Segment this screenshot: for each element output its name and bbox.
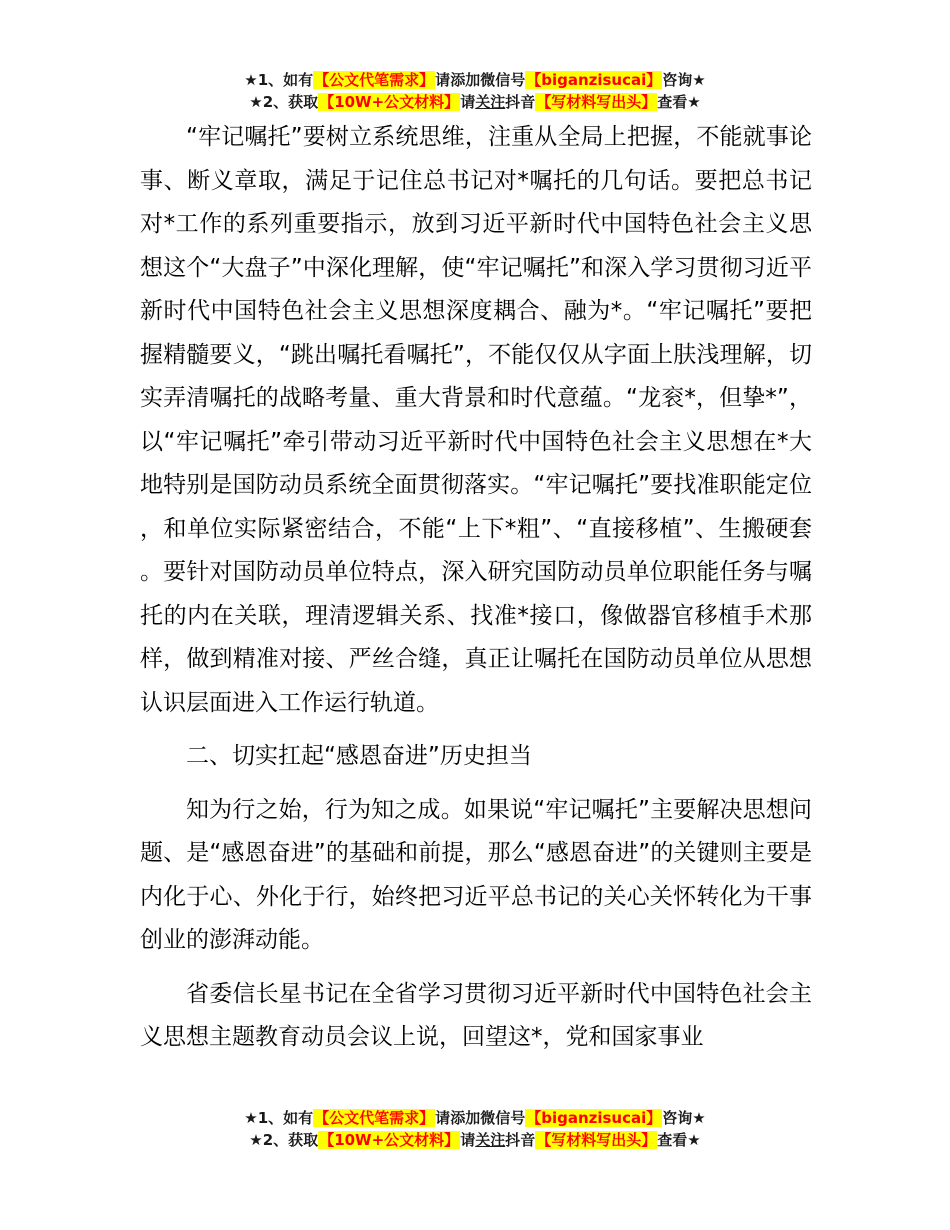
promo-line2-suffix: 查看★	[657, 93, 701, 111]
promo-line1-mid1: 请	[435, 1109, 451, 1127]
promo-line1-mid-bold: 添加	[450, 71, 481, 89]
promo-line1-mid1: 请	[435, 71, 451, 89]
promo-line1-prefix: ★1、如有	[244, 1109, 314, 1127]
promo-line1-suffix: 咨询★	[662, 71, 706, 89]
promo-highlight-ghostwriting: 【公文代笔需求】	[314, 71, 435, 89]
promo-highlight-wechat-id: 【biganzisucai】	[526, 71, 662, 89]
promo-highlight-materials: 【10W+公文材料】	[319, 93, 460, 111]
section-heading-2: 二、切实扛起“感恩奋进”历史担当	[186, 743, 532, 769]
promo-line2-mid2: 抖音	[505, 1131, 536, 1149]
promo-line1-mid-bold: 添加	[450, 1109, 481, 1127]
promo-highlight-douyin: 【写材料写出头】	[536, 1131, 657, 1149]
promo-line2-prefix: ★2、获取	[249, 93, 319, 111]
promo-line2-mid1: 请	[460, 1131, 476, 1149]
document-body	[140, 116, 812, 1060]
body-paragraph-3: 省委信长星书记在全省学习贯彻习近平新时代中国特色社会主义思想主题教育动员会议上说，回望这*，党和国家事业	[140, 980, 812, 1050]
promo-line2-suffix: 查看★	[657, 1131, 701, 1149]
promo-line1-mid2: 微信号	[480, 71, 526, 89]
promo-highlight-wechat-id: 【biganzisucai】	[526, 1109, 662, 1127]
promo-line-1	[0, 1107, 950, 1129]
promo-line1-mid2: 微信号	[480, 1109, 526, 1127]
promo-line1-suffix: 咨询★	[662, 1109, 706, 1127]
promo-line1-prefix: ★1、如有	[244, 71, 314, 89]
promo-line2-mid1: 请	[460, 93, 476, 111]
promo-line-2	[0, 91, 950, 113]
header-promo-banner	[0, 69, 950, 113]
promo-line2-prefix: ★2、获取	[249, 1131, 319, 1149]
body-paragraph-1: “牢记嘱托”要树立系统思维，注重从全局上把握，不能就事论事、断义章取，满足于记住总书记对*嘱托的几句话。要把总书记对*工作的系列重要指示，放到习近平新时代中国特色社会主义思想这个“大盘子”中深化理解，使“牢记嘱托”和深入学习贯彻习近平新时代中国特色社会主义思想深度耦合、融为*。“牢记嘱托”要把握精髓要义，“跳出嘱托看嘱托”，不能仅仅从字面上肤浅理解，切实弄清嘱托的战略考量、重大背景和时代意蕴。“龙衮*，但挚*”，以“牢记嘱托”牵引带动习近平新时代中国特色社会主义思想在*大地特别是国防动员系统全面贯彻落实。“牢记嘱托”要找准职能定位，和单位实际紧密结合，不能“上下*粗”、“直接移植”、生搬硬套。要针对国防动员单位特点，深入研究国防动员单位职能任务与嘱托的内在关联，理清逻辑关系、找准*接口，像做器官移植手术那样，做到精准对接、严丝合缝，真正让嘱托在国防动员单位从思想认识层面进入工作运行轨道。	[140, 124, 812, 716]
body-paragraph-2: 知为行之始，行为知之成。如果说“牢记嘱托”主要解决思想问题、是“感恩奋进”的基础和前提，那么“感恩奋进”的关键则主要是内化于心、外化于行，始终把习近平总书记的关心关怀转化为干事创业的澎湃动能。	[140, 796, 812, 953]
promo-line2-mid-underline: 关注	[475, 93, 506, 111]
footer-promo-banner	[0, 1107, 950, 1151]
promo-line-2	[0, 1129, 950, 1151]
promo-line2-mid-underline: 关注	[475, 1131, 506, 1149]
promo-line-1	[0, 69, 950, 91]
promo-highlight-ghostwriting: 【公文代笔需求】	[314, 1109, 435, 1127]
promo-line2-mid2: 抖音	[505, 93, 536, 111]
promo-highlight-douyin: 【写材料写出头】	[536, 93, 657, 111]
promo-highlight-materials: 【10W+公文材料】	[319, 1131, 460, 1149]
